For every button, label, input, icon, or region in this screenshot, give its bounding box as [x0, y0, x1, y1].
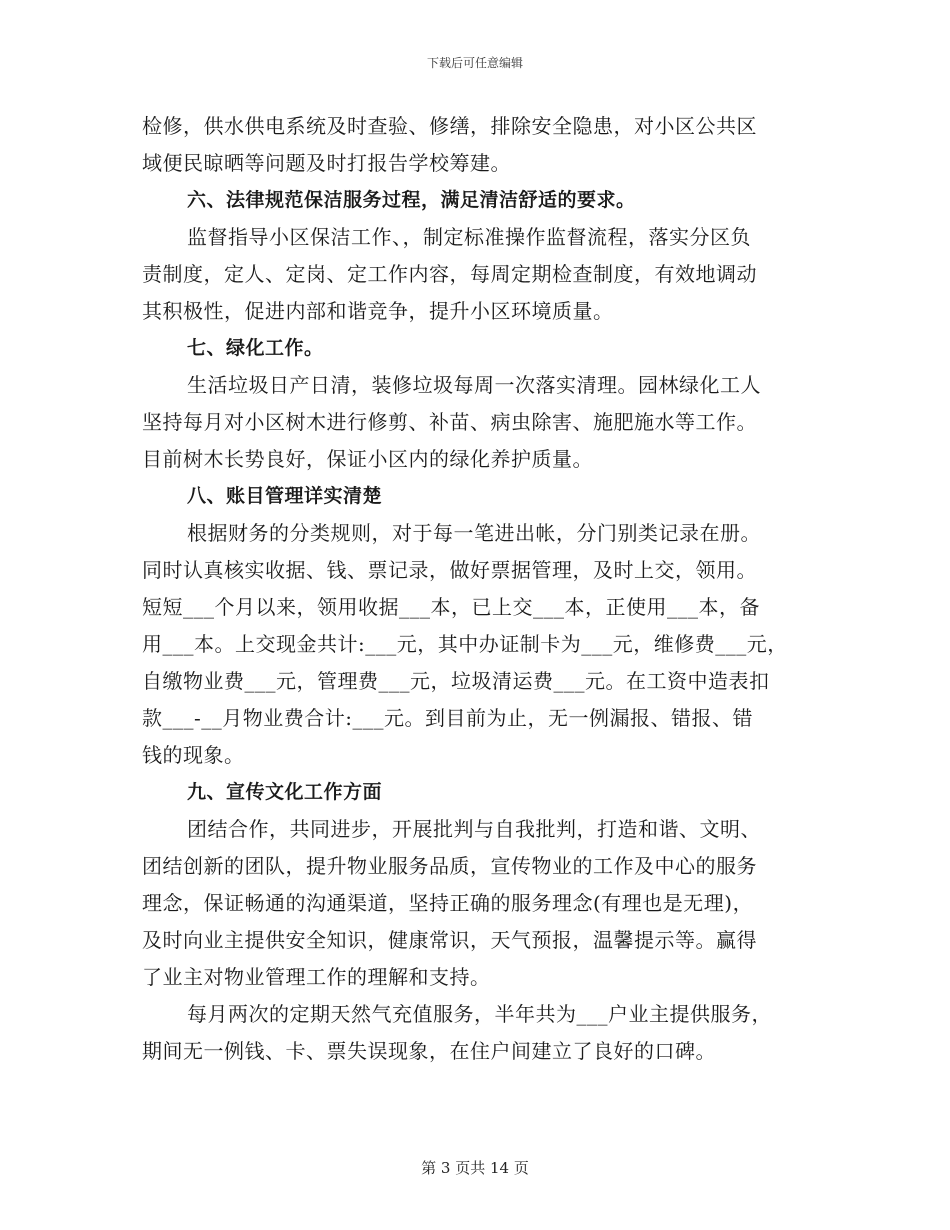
paragraph-first-line: 监督指导小区保洁工作、，制定标准操作监督流程，落实分区负	[187, 225, 751, 249]
body-line: 了业主对物业管理工作的理解和支持。	[142, 965, 491, 989]
body-line: 责制度，定人、定岗、定工作内容，每周定期检查制度，有效地调动	[142, 262, 757, 286]
body-line: 坚持每月对小区树木进行修剪、补苗、病虫除害、施肥施水等工作。	[142, 410, 757, 434]
document-body	[142, 108, 822, 1070]
section-heading: 八、账目管理详实清楚	[187, 485, 383, 507]
body-line: 理念，保证畅通的沟通渠道，坚持正确的服务理念(有理也是无理)，	[142, 891, 754, 915]
paragraph-first-line: 团结合作，共同进步，开展批判与自我批判，打造和谐、文明、	[187, 817, 761, 841]
body-line: 及时向业主提供安全知识，健康常识，天气预报，温馨提示等。赢得	[142, 928, 757, 952]
page-header-note: 下载后可任意编辑	[426, 56, 523, 70]
body-line: 短短___个月以来，领用收据___本，已上交___本，正使用___本，备	[142, 595, 760, 619]
paragraph-first-line: 生活垃圾日产日清，装修垃圾每周一次落实清理。园林绿化工人	[187, 373, 761, 397]
section-heading: 七、绿化工作。	[187, 337, 324, 359]
paragraph-first-line: 根据财务的分类规则，对于每一笔进出帐，分门别类记录在册。	[187, 521, 761, 545]
page-number-footer: 第 3 页共 14 页	[421, 1159, 529, 1177]
body-line: 目前树木长势良好，保证小区内的绿化养护质量。	[142, 447, 593, 471]
section-heading: 六、法律规范保洁服务过程，满足清洁舒适的要求。	[187, 189, 636, 211]
body-line: 团结创新的团队，提升物业服务品质，宣传物业的工作及中心的服务	[142, 854, 757, 878]
paragraph-first-line: 每月两次的定期天然气充值服务，半年共为___户业主提供服务，	[187, 1002, 772, 1026]
body-line: 用___本。上交现金共计:___元，其中办证制卡为___元，维修费___元，	[142, 632, 788, 656]
body-line: 钱的现象。	[142, 743, 245, 767]
body-line: 同时认真核实收据、钱、票记录，做好票据管理，及时上交，领用。	[142, 558, 757, 582]
body-line: 域便民晾晒等问题及时打报告学校筹建。	[142, 151, 511, 175]
body-line: 其积极性，促进内部和谐竞争，提升小区环境质量。	[142, 299, 614, 323]
section-heading: 九、宣传文化工作方面	[187, 781, 383, 803]
body-line: 款___-__月物业费合计:___元。到目前为止，无一例漏报、错报、错	[142, 706, 753, 730]
body-line: 期间无一例钱、卡、票失误现象，在住户间建立了良好的口碑。	[142, 1039, 716, 1063]
body-line: 检修，供水供电系统及时查验、修缮，排除安全隐患，对小区公共区	[142, 114, 757, 138]
body-line: 自缴物业费___元，管理费___元，垃圾清运费___元。在工资中造表扣	[142, 669, 770, 693]
